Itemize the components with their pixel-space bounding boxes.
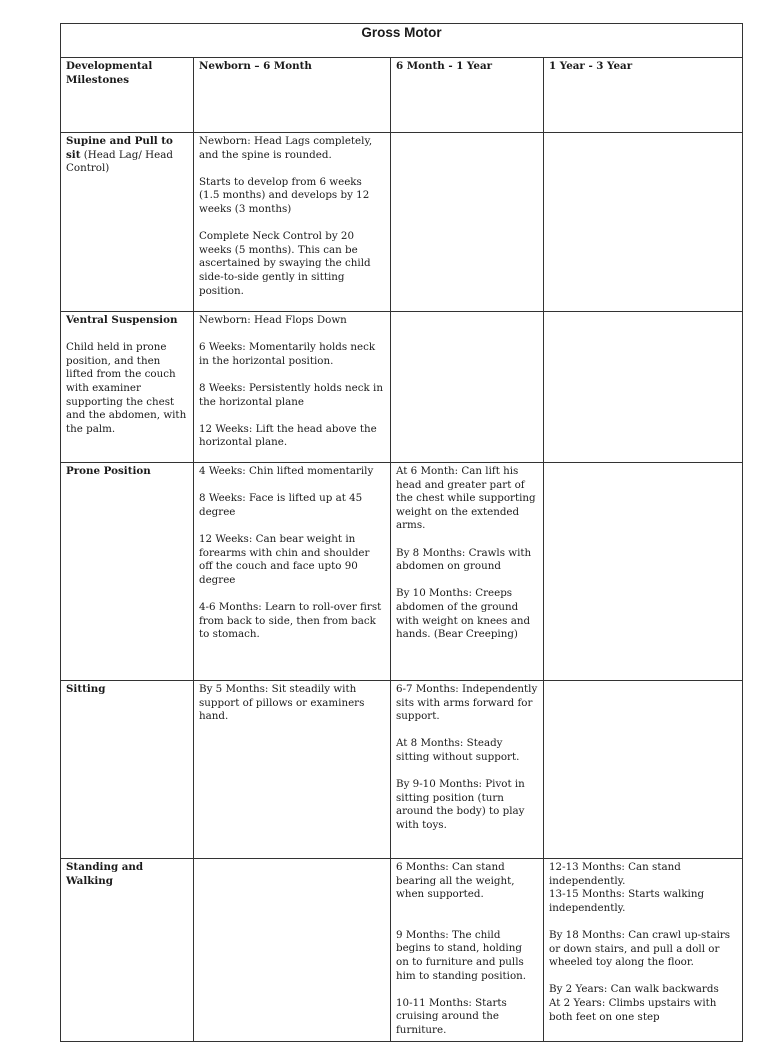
one-year-cell [544,133,743,312]
entry-text: 10-11 Months: Starts cruising around the furniture. [396,996,507,1036]
six-month-cell [391,133,544,312]
entry-text: At 6 Month: Can lift his head and greater part of the chest while supporting weight on the extended arms. [396,465,536,532]
milestone-name: Prone Position [66,465,151,477]
entry-text: 6-7 Months: Independently sits with arms forward for support. [396,683,538,723]
entry-text: By 9-10 Months: Pivot in sitting position (turn around the body) to play with toys. [396,778,525,831]
title-row [61,24,743,58]
milestone-cell [61,463,194,681]
six-month-cell [391,681,544,859]
entry-text: By 18 Months: Can crawl up-stairs or down stairs, and pull a doll or wheeled toy along the floor. [549,928,731,969]
milestone-cell [61,133,194,312]
entry-text: 8 Weeks: Face is lifted up at 45 degree [199,492,363,518]
one-year-cell [544,681,743,859]
milestone-cell [61,312,194,463]
one-year-cell [544,463,743,681]
entry-text: 8 Weeks: Persistently holds neck in the horizontal plane [199,381,383,408]
newborn-cell [194,463,391,681]
six-month-cell [391,463,544,681]
six-month-cell [391,859,544,1042]
entry-text: Newborn: Head Lags completely, and the spine is rounded. [199,135,373,161]
header-milestones: Developmental Milestones [61,58,194,133]
entry-text: Newborn: Head Flops Down [199,314,347,326]
newborn-cell [194,859,391,1042]
entry-text: 6 Weeks: Momentarily holds neck in the horizontal position. [199,341,376,367]
entry-text: 9 Months: The child begins to stand, holding on to furniture and pulls him to standing position. [396,928,527,982]
entry-text: Starts to develop from 6 weeks (1.5 months) and develops by 12 weeks (3 months) [199,175,370,215]
entry-text: By 10 Months: Creeps abdomen of the ground with weight on knees and hands. (Bear Creeping) [396,587,531,641]
header-row [61,58,743,133]
entry-text: By 5 Months: Sit steadily with support of pillows or examiners hand. [199,683,365,723]
entry-text: By 2 Years: Can walk backwards [549,983,719,996]
header-1-year-3-year: 1 Year - 3 Year [544,58,743,133]
one-year-cell [544,312,743,463]
entry-text: At 2 Years: Climbs upstairs with both feet on one step [549,996,717,1023]
table-title: Gross Motor [61,24,743,58]
entry-text: 6 Months: Can stand bearing all the weight, when supported. [396,861,515,901]
table-row [61,859,743,1042]
milestone-description: Child held in prone position, and then lifted from the couch with examiner supporting the chest and the abdomen, with the palm. [66,341,187,435]
milestone-name: Supine and Pull to sit [66,135,173,161]
table-row [61,681,743,859]
milestone-cell [61,859,194,1042]
entry-text: At 8 Months: Steady sitting without support. [396,737,520,763]
milestone-name: Standing and Walking [66,861,144,887]
entry-text: 4 Weeks: Chin lifted momentarily [199,465,374,477]
header-newborn-6-month: Newborn – 6 Month [194,58,391,133]
table-row [61,133,743,312]
entry-text: 4-6 Months: Learn to roll-over first from back to side, then from back to stomach. [199,600,382,641]
newborn-cell [194,312,391,463]
six-month-cell [391,312,544,463]
newborn-cell [194,681,391,859]
milestone-note: (Head Lag/ Head Control) [66,148,173,175]
milestone-name: Sitting [66,683,106,695]
entry-text: Complete Neck Control by 20 weeks (5 months). This can be ascertained by swaying the child side-to-side gently in sitting position. [199,230,371,297]
entry-text: 12 Weeks: Lift the head above the horizontal plane. [199,422,377,449]
entry-text: 13-15 Months: Starts walking independently. [549,888,705,914]
entry-text: 12 Weeks: Can bear weight in forearms with chin and shoulder off the couch and face upto 90 degree [199,532,370,586]
table-row [61,312,743,463]
table-row [61,463,743,681]
newborn-cell [194,133,391,312]
one-year-cell [544,859,743,1042]
milestone-cell [61,681,194,859]
entry-text: By 8 Months: Crawls with abdomen on ground [396,546,532,573]
entry-text: 12-13 Months: Can stand independently. [549,861,681,887]
milestone-name: Ventral Suspension [66,314,178,326]
gross-motor-table [60,23,743,1042]
header-6-month-1-year: 6 Month - 1 Year [391,58,544,133]
